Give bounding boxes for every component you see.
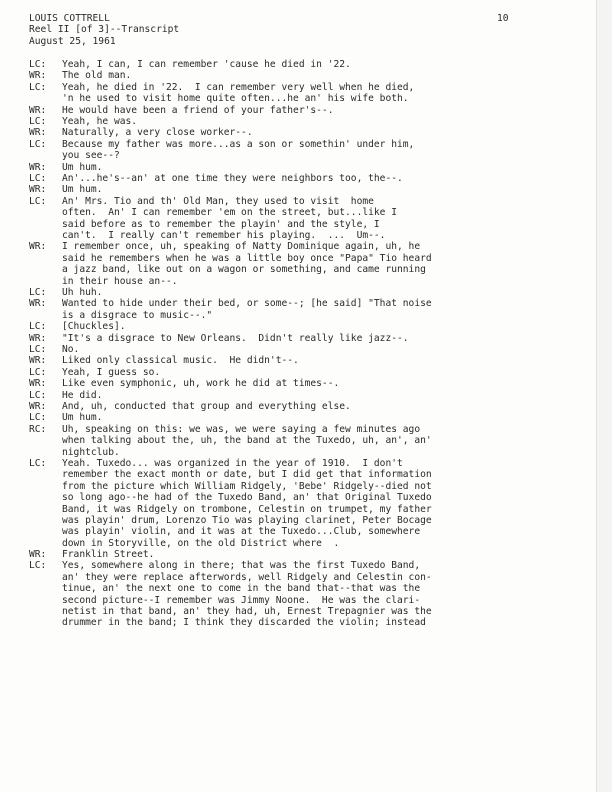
- speech-line: can't. I really can't remember his playing. ... Um--.: [62, 229, 386, 241]
- speech-text: [62, 378, 587, 389]
- speaker-label: WR:: [29, 400, 47, 412]
- speaker-label: LC:: [29, 343, 47, 355]
- speech-text: [62, 59, 587, 70]
- speech-text: [62, 105, 587, 116]
- speech-line: so long ago--he had of the Tuxedo Band, an' that Original Tuxedo: [62, 492, 432, 504]
- header-reel: Reel II [of 3]--Transcript: [29, 24, 180, 36]
- speech-text: [62, 139, 587, 162]
- transcript-entry: [29, 116, 589, 127]
- speaker-label: LC:: [29, 59, 47, 70]
- speaker-label: WR:: [29, 332, 47, 344]
- speech-text: [62, 412, 587, 423]
- speaker-label: WR:: [29, 378, 47, 390]
- speech-line: from the picture which William Ridgely, 'Bebe' Ridgely--died not: [62, 480, 432, 492]
- speaker-label: LC:: [29, 116, 47, 127]
- speech-line: Because my father was more...as a son or somethin' under him,: [62, 138, 415, 150]
- speech-text: [62, 173, 587, 184]
- speaker-label: WR:: [29, 70, 47, 82]
- page-number: 10: [497, 13, 509, 24]
- transcript-entry: [29, 162, 589, 173]
- speech-text: [62, 82, 587, 105]
- transcript-entry: [29, 412, 589, 423]
- speech-line: Um hum.: [62, 412, 103, 424]
- speech-line: I remember once, uh, speaking of Natty Dominique again, uh, he: [62, 241, 421, 253]
- speech-text: [62, 184, 587, 195]
- transcript-entry: [29, 344, 589, 355]
- speech-line: down in Storyville, on the old District where .: [62, 537, 340, 549]
- speaker-label: LC:: [29, 321, 47, 333]
- transcript-entry: [29, 184, 589, 195]
- transcript-entry: [29, 355, 589, 366]
- speech-text: [62, 458, 587, 549]
- speech-line: you see--?: [62, 150, 120, 162]
- speech-line: And, uh, conducted that group and everything else.: [62, 400, 351, 412]
- speaker-label: LC:: [29, 457, 47, 469]
- speaker-label: LC:: [29, 81, 47, 93]
- transcript-entry: [29, 241, 589, 287]
- speech-line: when talking about the, uh, the band at the Tuxedo, uh, an', an': [62, 435, 432, 447]
- speech-text: [62, 116, 587, 127]
- speaker-label: WR:: [29, 184, 47, 196]
- transcript-entry: [29, 401, 589, 412]
- speech-text: [62, 401, 587, 412]
- speech-line: Uh huh.: [62, 286, 103, 298]
- speech-line: an' they were replace afterwords, well Ridgely and Celestin con-: [62, 571, 432, 583]
- header-date: August 25, 1961: [29, 35, 116, 47]
- transcript-entry: [29, 424, 589, 458]
- header-name: LOUIS COTTRELL: [29, 13, 110, 24]
- transcript-entry: [29, 367, 589, 378]
- speech-line: netist in that band, an' they had, uh, Ernest Trepagnier was the: [62, 606, 432, 618]
- speech-text: [62, 196, 587, 242]
- speaker-label: LC:: [29, 138, 47, 150]
- speaker-label: LC:: [29, 560, 47, 572]
- speech-text: [62, 344, 587, 355]
- speech-text: [62, 70, 587, 81]
- speech-text: [62, 127, 587, 138]
- speech-line: Yes, somewhere along in there; that was the first Tuxedo Band,: [62, 560, 421, 572]
- speech-text: [62, 355, 587, 366]
- speech-line: a jazz band, like out on a wagon or something, and came running: [62, 264, 426, 276]
- transcript-entry: [29, 70, 589, 81]
- transcript-entry: [29, 82, 589, 105]
- speech-line: [Chuckles].: [62, 321, 126, 333]
- speech-line: Like even symphonic, uh, work he did at times--.: [62, 378, 340, 390]
- speaker-label: WR:: [29, 549, 47, 561]
- speaker-label: LC:: [29, 173, 47, 184]
- speech-line: second picture--I remember was Jimmy Noone. He was the clari-: [62, 594, 421, 606]
- speech-line: drummer in the band; I think they discarded the violin; instead: [62, 617, 426, 629]
- transcript-entry: [29, 196, 589, 242]
- speech-text: [62, 321, 587, 332]
- speaker-label: LC:: [29, 366, 47, 378]
- speech-line: Yeah. Tuxedo... was organized in the year of 1910. I don't: [62, 457, 403, 469]
- speech-line: in their house an--.: [62, 275, 178, 287]
- transcript-entry: [29, 549, 589, 560]
- speech-line: He would have been a friend of your father's--.: [62, 104, 334, 116]
- speech-text: [62, 549, 587, 560]
- speech-line: He did.: [62, 389, 103, 401]
- speech-line: remember the exact month or date, but I did get that information: [62, 469, 432, 481]
- speech-line: Franklin Street.: [62, 549, 155, 561]
- speech-text: [62, 298, 587, 321]
- speech-line: Band, it was Ridgely on trombone, Celestin on trumpet, my father: [62, 503, 432, 515]
- speech-text: [62, 162, 587, 173]
- transcript-entry: [29, 378, 589, 389]
- transcript-entry: [29, 105, 589, 116]
- speech-line: Um hum.: [62, 184, 103, 196]
- speaker-label: WR:: [29, 298, 47, 310]
- speech-text: [62, 560, 587, 628]
- transcript-body: [29, 59, 589, 629]
- speech-line: Yeah, I guess so.: [62, 366, 161, 378]
- speech-line: Uh, speaking on this: we was, we were saying a few minutes ago: [62, 423, 421, 435]
- speech-line: "It's a disgrace to New Orleans. Didn't really like jazz--.: [62, 332, 409, 344]
- speech-line: An' Mrs. Tio and th' Old Man, they used to visit home: [62, 195, 374, 207]
- transcript-entry: [29, 321, 589, 332]
- speech-text: [62, 390, 587, 401]
- transcript-entry: [29, 127, 589, 138]
- speaker-label: LC:: [29, 195, 47, 207]
- speaker-label: WR:: [29, 355, 47, 367]
- transcript-entry: [29, 458, 589, 549]
- speech-line: Yeah, he was.: [62, 116, 138, 127]
- speech-text: [62, 287, 587, 298]
- speech-line: often. An' I can remember 'em on the street, but...like I: [62, 207, 398, 219]
- speech-line: The old man.: [62, 70, 132, 82]
- speech-line: tinue, an' the next one to come in the band that--that was the: [62, 583, 421, 595]
- speech-line: nightclub.: [62, 446, 120, 458]
- page-edge: [596, 0, 612, 792]
- speech-line: No.: [62, 343, 80, 355]
- speaker-label: WR:: [29, 161, 47, 173]
- speech-line: 'n he used to visit home quite often...he an' his wife both.: [62, 93, 409, 105]
- transcript-entry: [29, 333, 589, 344]
- page-header: [29, 13, 519, 47]
- transcript-entry: [29, 173, 589, 184]
- speech-text: [62, 367, 587, 378]
- transcript-entry: [29, 298, 589, 321]
- speaker-label: LC:: [29, 412, 47, 424]
- transcript-entry: [29, 139, 589, 162]
- transcript-entry: [29, 560, 589, 628]
- speech-line: Wanted to hide under their bed, or some--; [he said] "That noise: [62, 298, 432, 310]
- speaker-label: WR:: [29, 127, 47, 139]
- speech-line: Yeah, I can, I can remember 'cause he died in '22.: [62, 59, 351, 70]
- speaker-label: WR:: [29, 241, 47, 253]
- speaker-label: RC:: [29, 423, 47, 435]
- speaker-label: LC:: [29, 389, 47, 401]
- speaker-label: WR:: [29, 104, 47, 116]
- speech-line: An'...he's--an' at one time they were neighbors too, the--.: [62, 173, 403, 184]
- speech-line: Liked only classical music. He didn't--.: [62, 355, 299, 367]
- speech-line: said before as to remember the playin' and the style, I: [62, 218, 380, 230]
- speech-line: is a disgrace to music--.": [62, 309, 213, 321]
- speaker-label: LC:: [29, 286, 47, 298]
- speech-line: Naturally, a very close worker--.: [62, 127, 253, 139]
- speech-text: [62, 241, 587, 287]
- speech-line: Um hum.: [62, 161, 103, 173]
- transcript-entry: [29, 390, 589, 401]
- speech-line: was playin' drum, Lorenzo Tio was playing clarinet, Peter Bocage: [62, 514, 432, 526]
- speech-line: said he remembers when he was a little boy once "Papa" Tio heard: [62, 252, 432, 264]
- transcript-entry: [29, 59, 589, 70]
- speech-line: Yeah, he died in '22. I can remember very well when he died,: [62, 81, 415, 93]
- speech-text: [62, 333, 587, 344]
- speech-text: [62, 424, 587, 458]
- speech-line: was playin' violin, and it was at the Tuxedo...Club, somewhere: [62, 526, 421, 538]
- transcript-entry: [29, 287, 589, 298]
